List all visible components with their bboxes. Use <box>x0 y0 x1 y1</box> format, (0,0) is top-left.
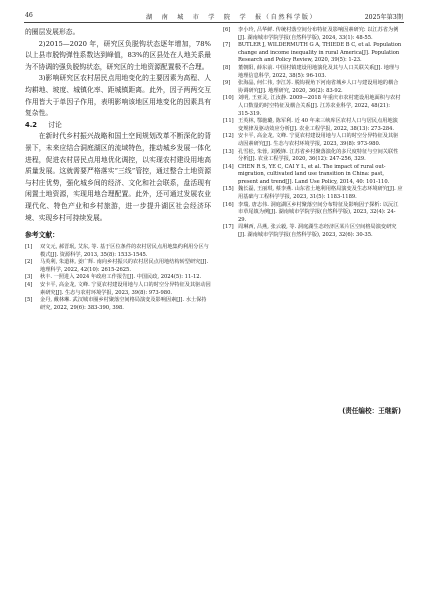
reference-text: 王英林, 鄂施璐, 陈军利. 近 40 年来三峡库区农村人口与居民点用地演变规律及驱动效应分析[J]. 农业工程学报, 2022, 38(13): 273-284. <box>238 118 398 132</box>
references-list-right <box>223 27 403 240</box>
reference-entry <box>223 202 403 225</box>
reference-text: 安卡平, 高金龙, 文峰. 宁夏农村建设用地与人口的时空分异特征及其驱动因素研究[J]. 生态与农村环境学报, 2023, 39(8): 973-980. <box>40 282 211 296</box>
reference-number: [5] <box>25 297 33 304</box>
references-list-left <box>25 244 211 312</box>
reference-entry <box>223 186 403 201</box>
reference-number: [7] <box>223 42 231 49</box>
reference-text: 董朝阳, 薛东前. 中国村镇建设用地演化及其与人口关联关系[J]. 地理与地理信息科学, 2022, 38(5): 96-103. <box>238 64 400 79</box>
reference-text: 孔雪松, 朱蓉, 刘殿锋. 江苏省乡村聚落演化的多尺度特征与空间关联性分析[J]. 农业工程学报, 2020, 36(12): 247-256, 329. <box>238 148 399 163</box>
reference-text: 张海晶, 何仁伟, 李江苏. 脱钩视角下河南省城乡人口与建设用地的耦合协调研究[J]. 地理研究, 2020, 36(2): 83-92. <box>238 80 399 94</box>
reference-number: [6] <box>223 27 231 33</box>
reference-text: 李小玲, 吕华鲜. 传统村落空间分布特征及影响因素研究: 以江苏省为例[J]. 湖南城市学院学报(自然科学版), 2024, 33(1): 48-55. <box>238 27 399 41</box>
reference-number: [14] <box>223 163 234 170</box>
reference-entry <box>223 65 403 80</box>
reference-entry <box>25 244 211 259</box>
reference-number: [17] <box>223 224 234 231</box>
reference-entry <box>223 80 403 95</box>
section-title: 讨论 <box>48 120 62 129</box>
discussion-paragraph: 在新时代乡村振兴战略和国土空间规划改革不断深化的背景下，未来应结合洞庭湖区的流域特色，推动城乡发展一体化进程，促进农村居民点用地优化调控，以实现农村建设用地高质量发展。这就需要严格落实“三线”管控，通过整合土地资源与村庄优势，强化城乡间的经济、文化和社会联系，盘活现有闲置土地资源，实现用地合理配置。此外，还可通过发展农业现代化、特色产业和乡村旅游，进一步提升湖区社会经济环境、实现乡村可持续发展。 <box>25 132 211 222</box>
conclusion-point-3: 3)影响研究区农村居民点用地变化的主要因素为高程、人均耕地、坡度、城镇化率、距城镇距离。此外，因子两两交互作用皆大于单因子作用，表明影响该地区用地变化的因素具有复杂性。 <box>25 74 211 118</box>
reference-number: [1] <box>25 244 33 251</box>
reference-entry <box>223 224 403 239</box>
running-head-journal: 湖 南 城 市 学 院 学 报（自然科学版） <box>146 14 318 21</box>
reference-number: [16] <box>223 201 234 208</box>
reference-number: [15] <box>223 186 234 193</box>
reference-text: 双文元, 郝晋珉, 艾东, 等. 基于区位条件的农村居民点用地集约利用分区与模式[J]. 资源科学, 2013, 35(8): 1533-1545. <box>40 244 209 258</box>
conclusion-continued: 的圈层发展形态。 <box>25 28 80 36</box>
reference-text: 李瑞, 唐志伟. 洞庭湖区乡村聚落空间分布特征及影响因子探析: 以沅江市草尾镇为例[J]. 湖南城市学院学报(自然科学版), 2023, 32(4): 24-29. <box>238 201 399 223</box>
reference-number: [9] <box>223 80 231 87</box>
reference-text: 刘明, 王亚灵, 江汝静. 2009—2018 年重庆市农村建设用地面积与农村人口数量的时空特征及耦合关系[J]. 江苏农业科学, 2022, 48(21): 315-319. <box>238 95 401 117</box>
reference-text: 马英利, 朱道林, 姜广辉. 南向乡村振兴的农村居民点用地结构转型研究[J]. 地理科学, 2022, 42(10): 2615-2625. <box>40 259 209 273</box>
reference-number: [12] <box>223 133 234 140</box>
reference-entry <box>25 274 211 282</box>
reference-text: 周琳西, 吕燕, 张云毅, 等. 洞庭湖生态经济区某片区空间格局演变研究[J]. 湖南城市学院学报(自然科学版), 2023, 32(6): 30-35. <box>238 224 397 239</box>
reference-entry <box>223 27 403 42</box>
section-heading-discussion <box>25 120 211 132</box>
reference-entry <box>25 282 211 297</box>
reference-entry <box>223 118 403 133</box>
header-rule <box>24 22 404 23</box>
reference-text: CHEN R S, YE C, CAI Y L, et al. The impact of rural out-migration, cultivated land use transition in China: past, present and trend[J]. Land Use Policy, 2014, 40: 101-110. <box>238 163 390 185</box>
reference-number: [8] <box>223 64 231 71</box>
reference-text: 魏长磊, 王丽琪, 蔡李燕. 山东省土地利用格局演变及生态环境研究[J]. 应用基础与工程科学学报, 2023, 31(5): 1183-1189. <box>238 186 403 201</box>
right-column <box>223 27 403 240</box>
reference-entry <box>25 259 211 274</box>
reference-entry <box>223 164 403 187</box>
left-column <box>25 27 211 312</box>
reference-number: [4] <box>25 282 33 289</box>
running-head-issue: 2025年第3期 <box>364 14 403 21</box>
reference-text: 秋丰. 一照进入 2024 年政府工作报告[J]. 中国民政, 2024(5): 11-12. <box>40 274 202 281</box>
section-number: 4.2 <box>25 120 38 129</box>
reference-entry <box>223 95 403 118</box>
reference-entry <box>223 133 403 148</box>
reference-text: 安卡平, 高金龙, 文峰. 宁夏农村建设用地与人口的时空分异特征及其驱动因素研究[J]. 生态与农村环境学报, 2023, 39(8): 973-980. <box>238 133 399 147</box>
reference-number: [11] <box>223 118 234 125</box>
reference-text: BUTLER J, WILDERMUTH G A, THIEDE B C, et al. Population change and income inequality in rural America[J]. Population Research and Policy Review, 2020, 39(5): 1-23. <box>238 42 402 64</box>
reference-number: [2] <box>25 259 33 266</box>
reference-number: [3] <box>25 274 33 281</box>
references-heading: 参考文献： <box>25 231 59 240</box>
reference-entry <box>223 149 403 164</box>
reference-number: [13] <box>223 148 234 155</box>
page-number: 46 <box>25 12 33 19</box>
reference-number: [10] <box>223 95 234 102</box>
reference-text: 金丹, 戴林琳. 武汉城市圈乡村聚落空间格局演变及影响因素[J]. 水土保持研究, 2022, 29(6): 383-390, 398. <box>40 297 207 311</box>
reference-entry <box>25 297 211 312</box>
conclusion-point-2: 2)2015—2020 年，研究区负脱钩状态逐年增加，78%以上县市脱钩弹性系数达到峰值，83%的区县处在人地关系最为不协调的强负脱钩状态，研究区的土地资源配置极不合理。 <box>25 39 211 71</box>
editor-credit: (责任编校：王继新) <box>342 407 401 415</box>
reference-entry <box>223 42 403 65</box>
